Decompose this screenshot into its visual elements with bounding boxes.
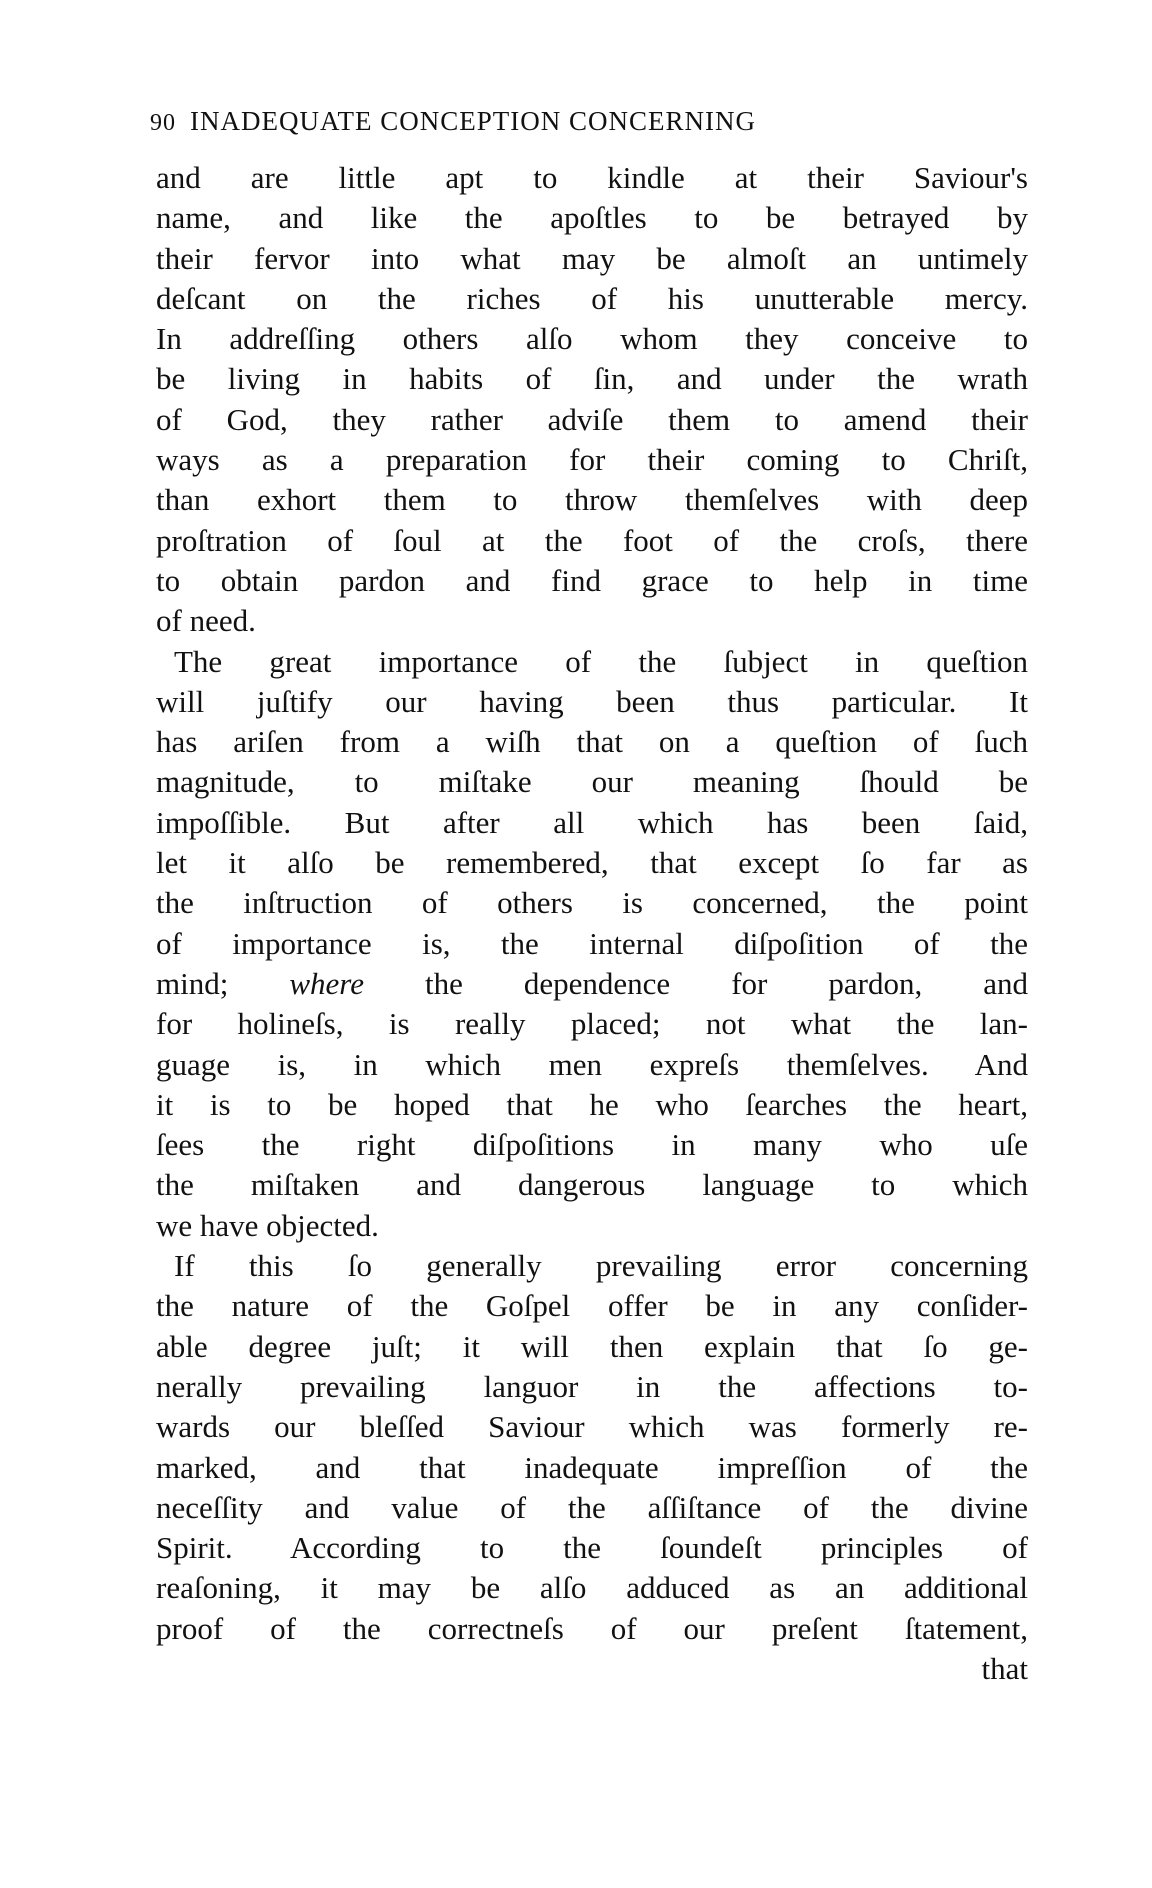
text-line: it is to be hoped that he who ſearches the heart, <box>156 1086 1028 1122</box>
text-line: the nature of the Goſpel offer be in any conſider- <box>156 1288 1028 1324</box>
text-line: nerally prevailing languor in the affections to- <box>156 1368 1028 1404</box>
text-line: we have objected. <box>156 1207 379 1243</box>
text-line: Spirit. According to the ſoundeſt principles of <box>156 1530 1028 1566</box>
text-line: reaſoning, it may be alſo adduced as an additional <box>156 1570 1028 1606</box>
text-line: neceſſity and value of the aſſiſtance of the divine <box>156 1489 1028 1525</box>
text-line: than exhort them to throw themſelves with deep <box>156 482 1028 518</box>
text-line: has ariſen from a wiſh that on a queſtion of ſuch <box>156 724 1028 760</box>
text-line: deſcant on the riches of his unutterable mercy. <box>156 280 1028 316</box>
page-body-text <box>156 158 1028 1689</box>
text-line: let it alſo be remembered, that except ſo far as <box>156 845 1028 881</box>
text-line: their fervor into what may be almoſt an untimely <box>156 240 1028 276</box>
text-line: of God, they rather adviſe them to amend their <box>156 401 1028 437</box>
text-line: guage is, in which men expreſs themſelves. And <box>156 1046 1028 1082</box>
text-line: will juſtify our having been thus particular. It <box>156 683 1028 719</box>
text-line: In addreſſing others alſo whom they conceive to <box>156 321 1028 357</box>
text-line: mind; where the dependence for pardon, and <box>156 965 1028 1001</box>
text-line: magnitude, to miſtake our meaning ſhould be <box>156 764 1028 800</box>
text-line: be living in habits of ſin, and under the wrath <box>156 361 1028 397</box>
text-line: proſtration of ſoul at the foot of the croſs, there <box>156 522 1028 558</box>
text-line: impoſſible. But after all which has been ſaid, <box>156 804 1028 840</box>
text-line: wards our bleſſed Saviour which was formerly re- <box>156 1409 1028 1445</box>
text-line: of need. <box>156 603 256 639</box>
text-line: able degree juſt; it will then explain that ſo ge- <box>156 1328 1028 1364</box>
text-line: and are little apt to kindle at their Saviour's <box>156 160 1028 195</box>
text-line: If this ſo generally prevailing error concerning <box>174 1248 1028 1284</box>
text-line: the inſtruction of others is concerned, the point <box>156 885 1028 921</box>
text-line: name, and like the apoſtles to be betrayed by <box>156 200 1028 236</box>
text-line: ways as a preparation for their coming to Chriſt, <box>156 442 1028 478</box>
text-line: ſees the right diſpoſitions in many who uſe <box>156 1127 1028 1163</box>
text-line: that <box>981 1650 1028 1686</box>
page-number: 90 <box>150 110 176 136</box>
running-title: INADEQUATE CONCEPTION CONCERNING <box>190 106 756 136</box>
running-header <box>150 106 1030 137</box>
text-line: to obtain pardon and find grace to help in time <box>156 562 1028 598</box>
text-line: of importance is, the internal diſpoſition of the <box>156 925 1028 961</box>
text-line: marked, and that inadequate impreſſion of the <box>156 1449 1028 1485</box>
text-line: for holineſs, is really placed; not what the lan- <box>156 1006 1028 1042</box>
text-line: The great importance of the ſubject in queſtion <box>174 643 1028 679</box>
text-line: proof of the correctneſs of our preſent ſtatement, <box>156 1610 1028 1646</box>
text-line: the miſtaken and dangerous language to which <box>156 1167 1028 1203</box>
